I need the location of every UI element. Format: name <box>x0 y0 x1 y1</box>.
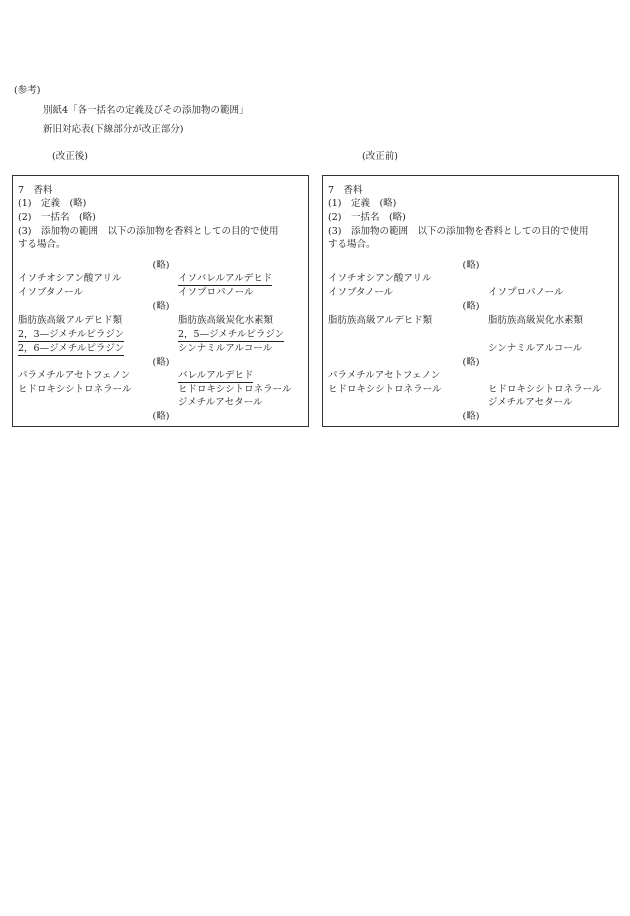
additive-item: ヒドロキシシトロネラール <box>488 384 602 395</box>
additive-item-revised: 2，5—ジメチルピラジン <box>178 328 284 342</box>
omitted-marker: (略) <box>462 411 480 422</box>
after-revision-box <box>12 175 309 427</box>
additive-item: イソチオシアン酸アリル <box>328 273 432 284</box>
additive-item-revised: 2，6—ジメチルピラジン <box>18 342 124 356</box>
additive-item: 脂肪族高級アルデヒド類 <box>328 315 433 326</box>
additive-item: パラメチルアセトフェノン <box>18 370 131 381</box>
additive-item: ヒドロキシシトロネラール <box>18 384 132 395</box>
omitted-marker: (略) <box>462 260 480 271</box>
additive-item: イソプロパノール <box>488 287 564 298</box>
collective-name-line: (2) 一括名 (略) <box>18 212 96 223</box>
additive-item: イソチオシアン酸アリル <box>18 273 122 284</box>
additive-item-revised: バレルアルデヒド <box>178 369 253 383</box>
section-heading: 7 香料 <box>18 185 53 196</box>
additive-item-cont: ジメチルアセタール <box>488 397 573 408</box>
additive-item: パラメチルアセトフェノン <box>328 370 441 381</box>
additive-item: シンナミルアルコール <box>488 343 583 354</box>
omitted-marker: (略) <box>152 411 170 422</box>
section-heading: 7 香料 <box>328 185 363 196</box>
additive-item: 脂肪族高級炭化水素類 <box>178 315 274 326</box>
omitted-marker: (略) <box>152 301 170 312</box>
before-revision-label: (改正前) <box>362 151 398 162</box>
reference-label: (参考) <box>14 85 41 96</box>
definition-line: (1) 定義 (略) <box>328 198 397 209</box>
additive-item: イソプロパノール <box>178 287 254 298</box>
additive-item: イソブタノール <box>18 287 84 298</box>
omitted-marker: (略) <box>152 260 170 271</box>
document-title: 別紙4「各一括名の定義及びその添加物の範囲」 <box>43 105 249 116</box>
omitted-marker: (略) <box>462 301 480 312</box>
scope-line: (3) 添加物の範囲 以下の添加物を香料としての目的で使用 <box>328 226 589 237</box>
additive-item-revised: イソバレルアルデヒド <box>178 272 272 286</box>
additive-item: ヒドロキシシトロネラール <box>328 384 442 395</box>
omitted-marker: (略) <box>462 357 480 368</box>
table-title: 新旧対応表(下線部分が改正部分) <box>43 124 184 135</box>
scope-line-cont: する場合。 <box>328 239 376 250</box>
scope-line-cont: する場合。 <box>18 239 66 250</box>
before-revision-box <box>322 175 619 427</box>
collective-name-line: (2) 一括名 (略) <box>328 212 406 223</box>
additive-item-revised: 2，3—ジメチルピラジン <box>18 328 124 342</box>
additive-item-cont: ジメチルアセタール <box>178 397 263 408</box>
additive-item: シンナミルアルコール <box>178 343 273 354</box>
omitted-marker: (略) <box>152 357 170 368</box>
definition-line: (1) 定義 (略) <box>18 198 87 209</box>
additive-item: ヒドロキシシトロネラール <box>178 384 292 395</box>
additive-item: イソブタノール <box>328 287 394 298</box>
scope-line: (3) 添加物の範囲 以下の添加物を香料としての目的で使用 <box>18 226 279 237</box>
additive-item: 脂肪族高級アルデヒド類 <box>18 315 123 326</box>
additive-item: 脂肪族高級炭化水素類 <box>488 315 584 326</box>
after-revision-label: (改正後) <box>52 151 88 162</box>
